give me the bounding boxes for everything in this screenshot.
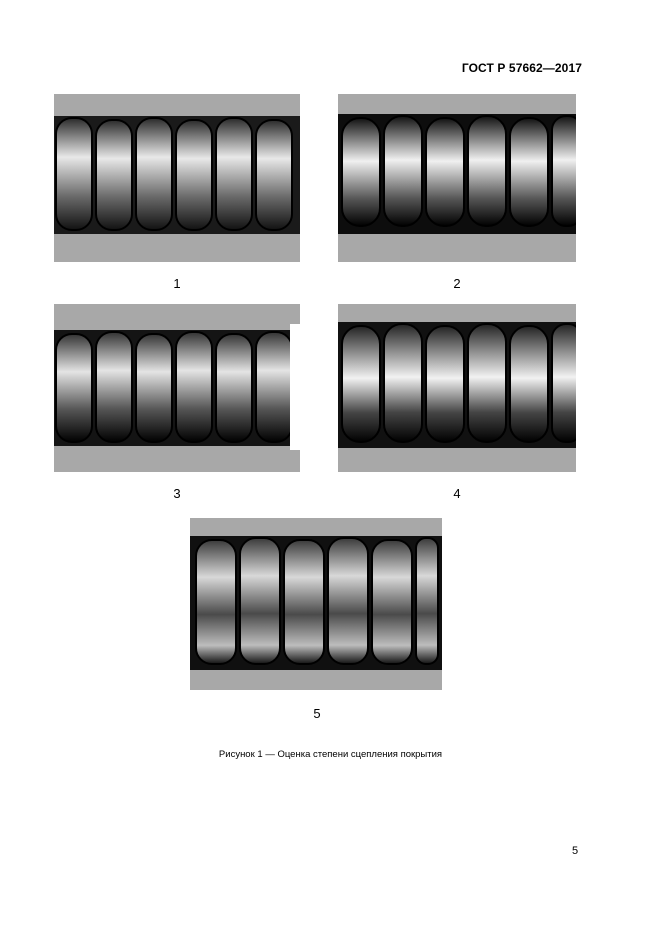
panel-label-1: 1 (173, 276, 181, 291)
rebar-photo-5 (190, 518, 442, 690)
rebar-image (338, 304, 576, 472)
rebar-image (190, 518, 442, 690)
rebar-image (54, 304, 300, 472)
panel-label-5: 5 (313, 706, 321, 721)
rebar-photo-1 (54, 94, 300, 262)
document-code: ГОСТ Р 57662—2017 (461, 61, 582, 75)
rebar-image (54, 94, 300, 262)
rebar-photo-4 (338, 304, 576, 472)
panel-label-2: 2 (453, 276, 461, 291)
rebar-image (338, 94, 576, 262)
rebar-photo-3 (54, 304, 300, 472)
panel-label-4: 4 (453, 486, 461, 501)
panel-label-3: 3 (173, 486, 181, 501)
page-number: 5 (572, 845, 579, 857)
rebar-photo-2 (338, 94, 576, 262)
figure-caption: Рисунок 1 — Оценка степени сцепления покрытия (218, 749, 443, 760)
